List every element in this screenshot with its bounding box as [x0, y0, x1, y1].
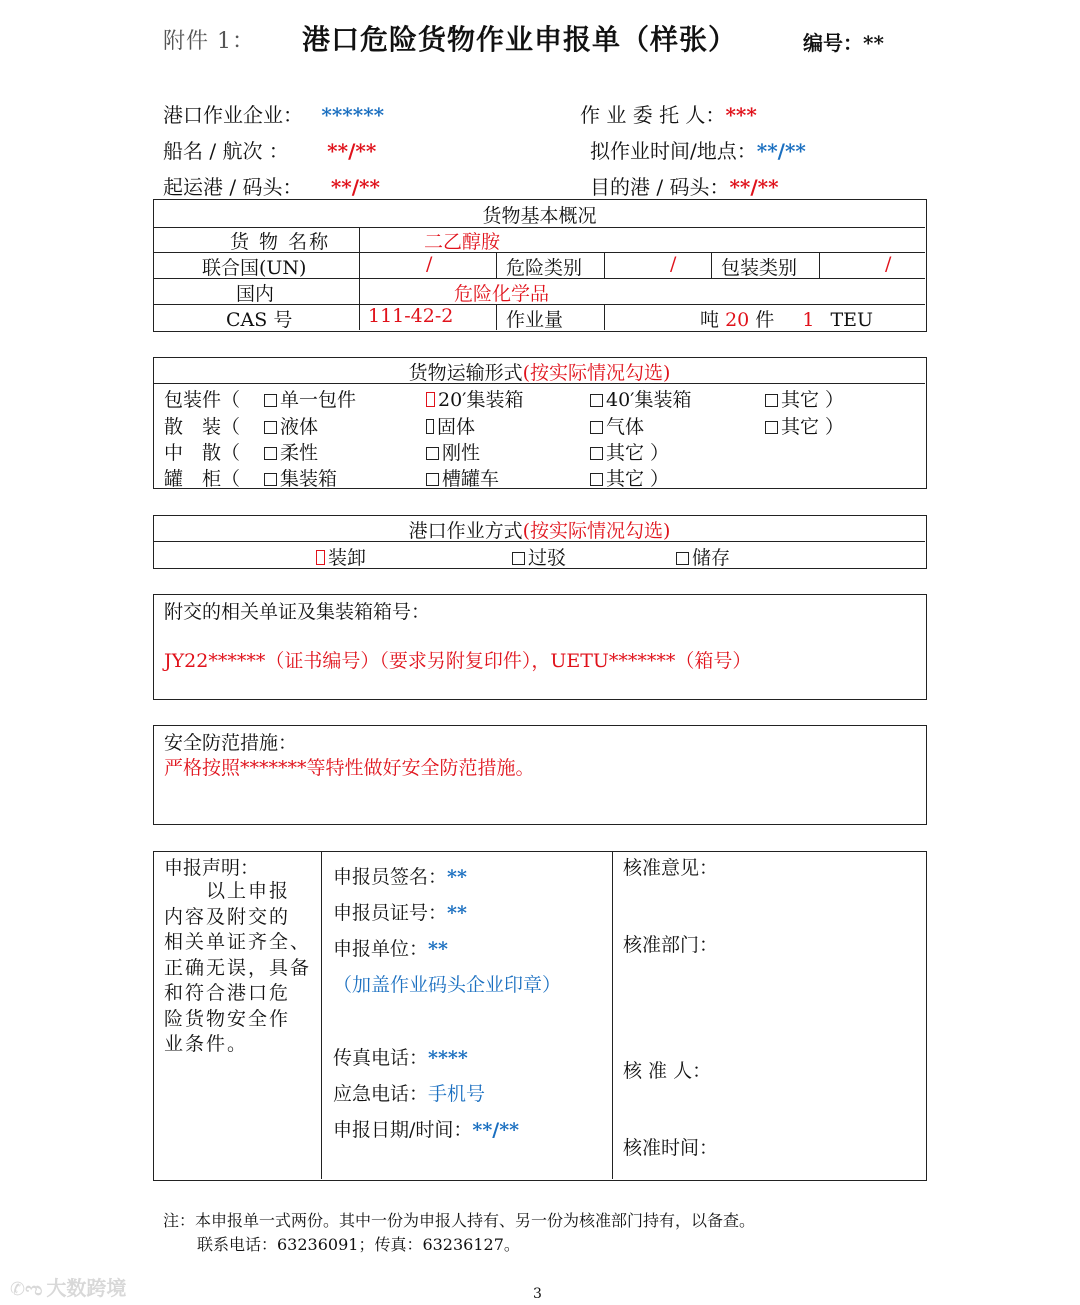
documents-value: JY22******（证书编号）（要求另附复印件），UETU*******（箱号）: [164, 650, 752, 672]
consignor-line: [580, 99, 757, 128]
transport-row-tank-label: 罐 柜（: [164, 468, 241, 490]
option-rigid[interactable]: 刚性: [426, 438, 480, 465]
transport-row-bulk-label: 散 装（: [164, 416, 241, 438]
checked-checkbox-icon[interactable]: [316, 550, 325, 565]
consignor-label: 作 业 委 托 人：: [580, 103, 726, 127]
option-ibc-other[interactable]: 其它 ）: [590, 438, 669, 465]
safety-box: [153, 725, 927, 825]
checkbox-icon[interactable]: [590, 394, 603, 407]
option-tank-container[interactable]: 集装箱: [264, 464, 337, 491]
option-storage[interactable]: 储存: [676, 543, 730, 570]
checkbox-icon[interactable]: [590, 421, 603, 434]
safety-label: 安全防范措施：: [164, 732, 298, 754]
emergency-line: 应急电话：手机号: [333, 1083, 486, 1105]
option-single-package[interactable]: 单一包件: [264, 385, 356, 412]
operation-title: [154, 516, 925, 543]
option-solid[interactable]: 固体: [426, 412, 475, 439]
cas-value: 111-42-2: [368, 305, 454, 327]
option-lighterage[interactable]: 过驳: [512, 543, 566, 570]
checkbox-icon[interactable]: [676, 552, 689, 565]
signer-value: **: [447, 866, 467, 888]
domestic-value: 危险化学品: [454, 283, 550, 305]
declaration-title: 申报声明：: [164, 857, 260, 879]
number-value: **: [863, 31, 884, 55]
option-tank-truck[interactable]: 槽罐车: [426, 464, 499, 491]
checkbox-icon[interactable]: [264, 473, 277, 486]
option-load-unload[interactable]: 装卸: [316, 543, 366, 570]
checkbox-icon[interactable]: [765, 421, 778, 434]
time-place-label: 拟作业时间/地点：: [590, 139, 757, 163]
unit-line: 申报单位：**: [333, 938, 448, 960]
footer-note-line2: 联系电话：63236091；传真：63236127。: [197, 1235, 520, 1254]
emergency-value: 手机号: [428, 1083, 486, 1105]
approval-opinion: 核准意见：: [623, 857, 719, 879]
pack-class-value: /: [885, 253, 892, 275]
fax-line: 传真电话：****: [333, 1047, 468, 1069]
destination-label: 目的港 / 码头：: [590, 175, 730, 199]
approval-time: 核准时间：: [623, 1137, 719, 1159]
cas-label: CAS 号: [226, 309, 293, 331]
hazard-class-label: 危险类别: [506, 257, 583, 279]
checkbox-icon[interactable]: [264, 394, 277, 407]
checked-checkbox-icon[interactable]: [426, 392, 435, 407]
operation-title-note: (按实际情况勾选): [522, 520, 671, 542]
transport-row-package-label: 包装件（: [164, 389, 241, 411]
operation-table: [153, 515, 927, 569]
checkbox-icon[interactable]: [590, 473, 603, 486]
safety-value: 严格按照*******等特性做好安全防范措施。: [164, 757, 535, 779]
checkbox-icon[interactable]: [426, 419, 434, 434]
option-bulk-other[interactable]: 其它 ）: [765, 412, 844, 439]
checkbox-icon[interactable]: [426, 473, 439, 486]
option-tank-other[interactable]: 其它 ）: [590, 464, 669, 491]
pieces-value: 20: [725, 309, 750, 331]
destination-line: [590, 171, 779, 200]
enterprise-line: [163, 99, 384, 128]
date-line: 申报日期/时间：**/**: [333, 1119, 520, 1141]
ton-label: 吨: [700, 309, 720, 331]
ship-line: [163, 135, 376, 164]
unit-value: **: [428, 938, 448, 960]
pack-class-label: 包装类别: [721, 257, 798, 279]
footer-note-line1: 注：本申报单一式两份。其中一份为申报人持有、另一份为核准部门持有，以备查。: [163, 1211, 756, 1230]
transport-row-ibc-label: 中 散（: [164, 442, 241, 464]
documents-label: 附交的相关单证及集装箱箱号：: [164, 601, 431, 623]
checkbox-icon[interactable]: [264, 447, 277, 460]
teu-value: 1: [802, 309, 815, 331]
option-20ft-container[interactable]: 20′集装箱: [426, 385, 524, 412]
document-number: [803, 27, 884, 56]
pieces-label: 件: [755, 309, 775, 331]
approver: 核 准 人：: [623, 1060, 712, 1082]
option-40ft-container[interactable]: 40′集装箱: [590, 385, 692, 412]
cargo-table: [153, 199, 927, 332]
departure-value: **/**: [330, 175, 380, 199]
document-title: 港口危险货物作业申报单（样张）: [302, 23, 738, 56]
departure-label: 起运港 / 码头：: [163, 175, 303, 199]
documents-box: [153, 594, 927, 700]
enterprise-value: ******: [321, 103, 385, 127]
time-place-line: [590, 135, 806, 164]
approval-dept: 核准部门：: [623, 934, 719, 956]
operation-title-text: 港口作业方式: [408, 520, 523, 542]
transport-title: [154, 358, 925, 385]
date-value: **/**: [472, 1119, 520, 1141]
signer-line: 申报员签名：**: [333, 866, 467, 888]
transport-title-text: 货物运输形式: [408, 362, 523, 384]
quantity-detail: [700, 305, 873, 332]
checkbox-icon[interactable]: [512, 552, 525, 565]
hazard-class-value: /: [670, 253, 677, 275]
ship-label: 船名 / 航次 ：: [163, 139, 289, 163]
un-value: /: [426, 253, 433, 275]
number-label: 编号：: [803, 31, 863, 55]
checkbox-icon[interactable]: [765, 394, 778, 407]
option-flexible[interactable]: 柔性: [264, 438, 318, 465]
checkbox-icon[interactable]: [264, 421, 277, 434]
quantity-label: 作业量: [506, 309, 564, 331]
teu-label: TEU: [830, 309, 874, 331]
option-liquid[interactable]: 液体: [264, 412, 318, 439]
cert-value: **: [447, 902, 467, 924]
page-number: 3: [533, 1286, 542, 1302]
checkbox-icon[interactable]: [590, 447, 603, 460]
ship-value: **/**: [327, 139, 377, 163]
seal-note: （加盖作业码头企业印章）: [333, 974, 562, 996]
option-gas[interactable]: 气体: [590, 412, 644, 439]
cert-line: 申报员证号：**: [333, 902, 467, 924]
declaration-text: 以上申报 内容及附交的 相关单证齐全、 正确无误，具备 和符合港口危 险货物安全作 业条件。: [164, 880, 312, 1055]
cargo-name-label: 货 物 名称: [230, 231, 331, 253]
watermark-logo-icon: ✆ಌ: [10, 1279, 43, 1300]
annex-label: 附件 1：: [163, 29, 255, 54]
transport-title-note: (按实际情况勾选): [522, 362, 671, 384]
time-place-value: **/**: [756, 139, 806, 163]
watermark: ✆ಌ 大数跨境: [10, 1276, 127, 1300]
cargo-name-value: 二乙醇胺: [424, 231, 501, 253]
declaration-table: [153, 851, 927, 1181]
fax-value: ****: [428, 1047, 468, 1069]
consignor-value: ***: [725, 103, 757, 127]
departure-line: [163, 171, 380, 200]
cargo-section-title: 货物基本概况: [482, 205, 597, 227]
un-label: 联合国(UN): [202, 257, 307, 279]
destination-value: **/**: [729, 175, 779, 199]
enterprise-label: 港口作业企业：: [163, 103, 303, 127]
option-package-other[interactable]: 其它 ）: [765, 385, 844, 412]
domestic-label: 国内: [236, 283, 275, 305]
transport-table: [153, 357, 927, 489]
checkbox-icon[interactable]: [426, 447, 439, 460]
